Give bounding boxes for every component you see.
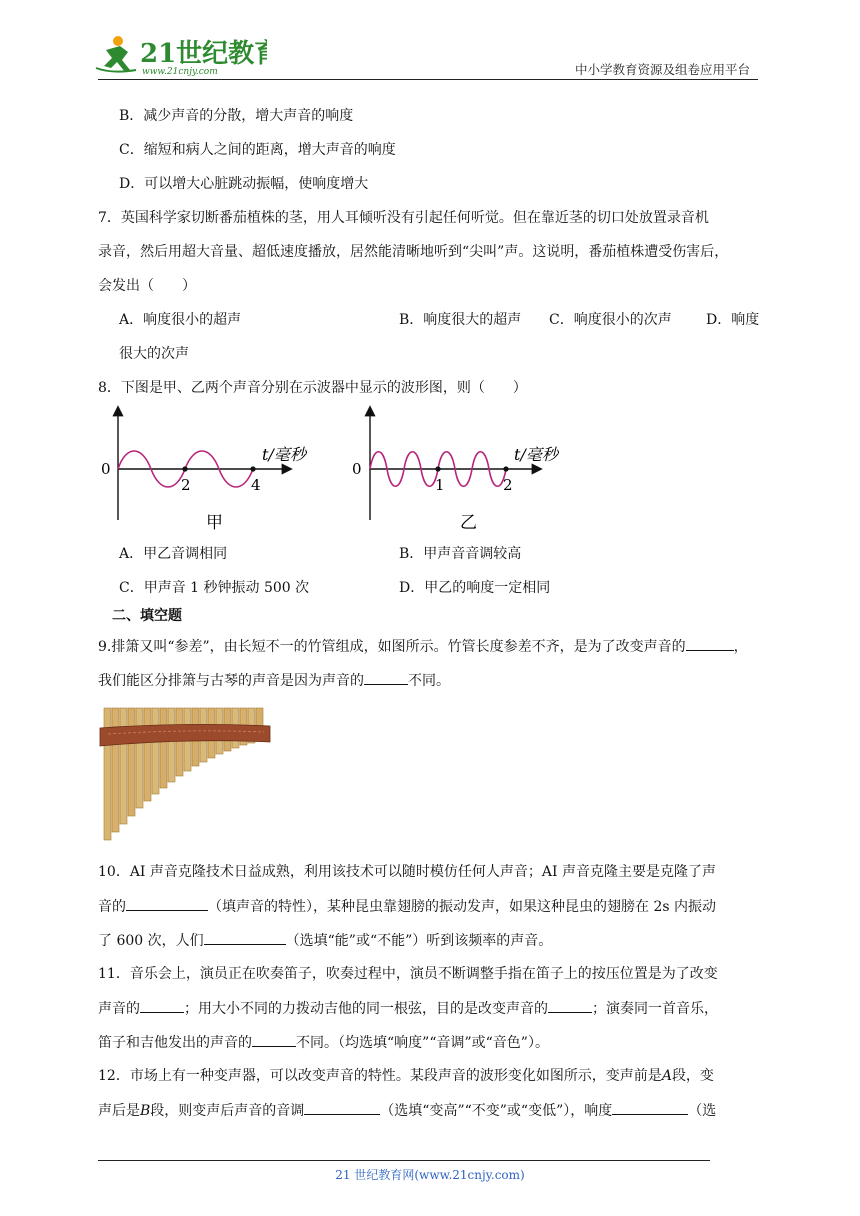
- q11-line3: 笛子和吉他发出的声音的 不同。（均选填“响度”“音调”或“音色”）。: [98, 1032, 549, 1053]
- footer-source-link[interactable]: 21 世纪教育网(www.21cnjy.com): [335, 1168, 525, 1182]
- header-rule: [98, 79, 758, 80]
- q12-blank-2: [612, 1100, 688, 1115]
- q11-blank-2: [548, 998, 592, 1013]
- q7-option-b: B．响度很大的超声: [399, 312, 522, 328]
- q9-blank-2: [364, 670, 408, 685]
- jia-caption: 甲: [206, 513, 223, 533]
- q6-option-c: C．缩短和病人之间的距离，增大声音的响度: [119, 142, 396, 158]
- q10-blank-2: [204, 930, 286, 945]
- q8-option-b: B．甲声音音调较高: [399, 546, 522, 562]
- q12-blank-1: [304, 1100, 380, 1115]
- jia-axis-label: t/毫秒: [262, 445, 306, 464]
- panpipe-image: [98, 702, 278, 848]
- q8-option-d: D．甲乙的响度一定相同: [399, 580, 551, 596]
- q10-line1: 10．AI 声音克隆技术日益成熟，利用该技术可以随时模仿任何人声音；AI 声音克隆主要是克隆了声: [98, 864, 716, 880]
- q7-stem-line2: 录音，然后用超大音量、超低速度播放，居然能清晰地听到“尖叫”声。这说明，番茄植株遭受伤害后，: [98, 244, 729, 260]
- yi-axis-label: t/毫秒: [514, 445, 558, 464]
- q6-option-b: B．减少声音的分散，增大声音的响度: [119, 108, 354, 124]
- q8-option-a: A．甲乙音调相同: [119, 546, 228, 562]
- q8-waveform-figure: [96, 402, 586, 546]
- logo-text: 21世纪教育: [140, 39, 267, 69]
- q10-line2: 音的 （填声音的特性），某种昆虫靠翅膀的振动发声，如果这种昆虫的翅膀在 2s 内振动: [98, 896, 716, 917]
- jia-origin: 0: [101, 460, 111, 478]
- jia-tick-1: 2: [181, 476, 191, 494]
- q7-option-d: D．响度: [706, 312, 760, 328]
- q11-line2: 声音的 ；用大小不同的力拨动吉他的同一根弦，目的是改变声音的 ；演奏同一首音乐，: [98, 998, 718, 1019]
- q11-line1: 11．音乐会上，演员正在吹奏笛子，吹奏过程中，演员不断调整手指在笛子上的按压位置是为了改变: [98, 966, 718, 982]
- q11-blank-1: [140, 998, 184, 1013]
- jia-tick-2: 4: [251, 476, 261, 494]
- footer-rule: [98, 1160, 710, 1161]
- q11-blank-3: [252, 1032, 296, 1047]
- q7-option-d-cont: 很大的次声: [119, 346, 189, 362]
- q6-option-d: D．可以增大心脏跳动振幅，使响度增大: [119, 176, 369, 192]
- q9-line1: 9.排箫又叫“参差”，由长短不一的竹管组成，如图所示。竹管长度参差不齐，是为了改变声音的 ，: [98, 636, 748, 657]
- q8-option-c: C．甲声音 1 秒钟振动 500 次: [119, 580, 310, 596]
- q12-line1: 12．市场上有一种变声器，可以改变声音的特性。某段声音的波形变化如图所示，变声前是A段，变: [98, 1068, 714, 1084]
- q7-stem-line3: 会发出（ ）: [98, 278, 196, 294]
- jia-waveform: [101, 408, 309, 533]
- q9-blank-1: [686, 636, 734, 651]
- yi-caption: 乙: [460, 513, 477, 533]
- q12-line2: 声后是B段，则变声后声音的音调 （选填“变高”“不变”或“变低”），响度 （选: [98, 1100, 716, 1121]
- yi-tick-2: 2: [503, 476, 513, 494]
- q10-blank-1: [126, 896, 208, 911]
- q9-line2: 我们能区分排箫与古琴的声音是因为声音的 不同。: [98, 670, 450, 691]
- q7-stem-line1: 7．英国科学家切断番茄植株的茎，用人耳倾听没有引起任何听觉。但在靠近茎的切口处放置录音机: [98, 210, 709, 226]
- site-logo: [92, 30, 267, 82]
- q8-stem: 8．下图是甲、乙两个声音分别在示波器中显示的波形图，则（ ）: [98, 380, 527, 396]
- runner-logo-icon: [96, 36, 136, 72]
- section-fill-blank-title: 二、填空题: [112, 608, 182, 624]
- yi-origin: 0: [352, 460, 362, 478]
- header-platform-text: 中小学教育资源及组卷应用平台: [575, 62, 751, 77]
- q10-line3: 了 600 次，人们 （选填“能”或“不能”）听到该频率的声音。: [98, 930, 552, 951]
- logo-url: www.21cnjy.com: [142, 67, 218, 77]
- q7-option-a: A．响度很小的超声: [119, 312, 242, 328]
- yi-tick-1: 1: [435, 476, 445, 494]
- q7-option-c: C．响度很小的次声: [549, 312, 672, 328]
- yi-waveform: [352, 408, 561, 533]
